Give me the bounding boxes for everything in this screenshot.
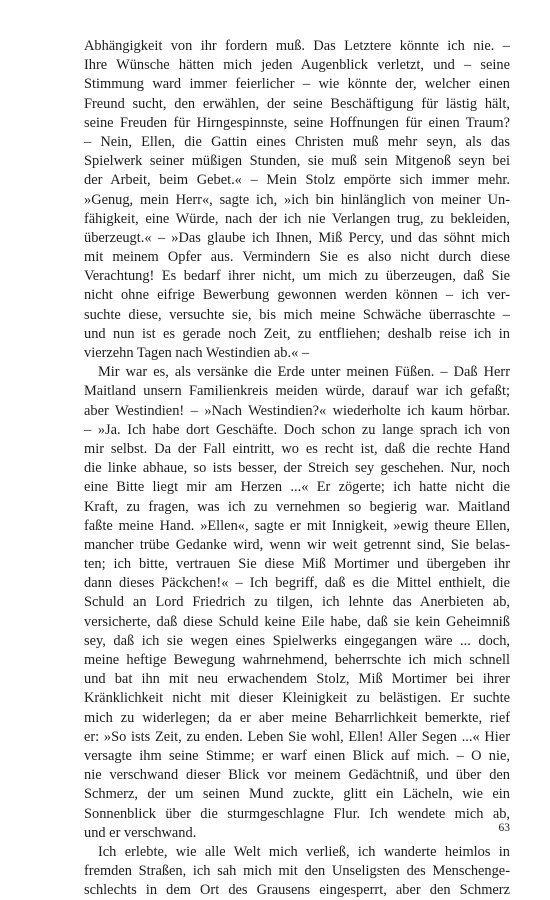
- paragraph: [84, 363, 510, 843]
- text-line: »Genug, mein Herr«, sagte ich, »ich bin hinlänglich von meiner Un-: [84, 191, 510, 208]
- text-line: der Arbeit, beim Gebet.« – Mein Stolz empörte sich immer mehr.: [84, 172, 510, 189]
- body-text: [84, 37, 510, 900]
- text-line: und nun ist es gerade noch Zeit, zu entfliehen; deshalb reise ich in: [84, 325, 510, 342]
- text-line: fähigkeit, eine Würde, nach der ich nie Verlangen trug, zu bekleiden,: [84, 210, 510, 227]
- text-line: überzeugt.« – »Das glaube ich Ihnen, Miß Percy, und das söhnt mich: [84, 229, 510, 246]
- text-line: Kraft, zu fragen, was ich zu vernehmen so begierig war. Maitland: [84, 498, 510, 515]
- text-line: aber Westindien! – »Nach Westindien?« wiederholte ich kaum hörbar.: [84, 402, 510, 419]
- text-line: meine heftige Bewegung wahrnehmend, beherrschte ich mich schnell: [84, 652, 510, 668]
- text-line: die linke abhaue, so ists besser, der Streich sey geschehen. Nur, noch: [84, 460, 510, 477]
- text-line: Ich erlebte, wie alle Welt mich verließ, ich wanderte heimlos in: [98, 843, 510, 860]
- text-line: nicht ohne eifrige Bewerbung gewonnen werden können – ich ver-: [84, 287, 510, 304]
- text-line: mir selbst. Da der Fall eintritt, wo es recht ist, daß die rechte Hand: [84, 440, 510, 457]
- text-line: Spielwerk seiner müßigen Stunden, sie muß sein Mitgenoß seyn bei: [84, 153, 510, 170]
- text-line: versicherte, daß diese Schuld keine Eile habe, daß sie kein Geheimniß: [84, 613, 510, 630]
- text-line: versagte ihm seine Stimme; er warf einen Blick auf mich. – O nie,: [84, 747, 510, 764]
- text-line: mit meinem Opfer aus. Vermindern Sie es also nicht durch diese: [84, 249, 510, 266]
- text-line: – Nein, Ellen, die Gattin eines Christen muß mehr seyn, als das: [84, 133, 510, 150]
- text-line: mich zu widerlegen; da er aber meine Beharrlichkeit bemerkte, rief: [84, 709, 510, 726]
- text-line: seine Freuden für Hirngespinnste, seine Hoffnungen für einen Traum?: [84, 114, 510, 131]
- text-line: er: »So ists Zeit, zu enden. Leben Sie wohl, Ellen! Aller Segen ...« Hier: [84, 728, 510, 745]
- text-line: Kränklichkeit nicht mit dieser Kleinigkeit zu belästigen. Er suchte: [84, 690, 510, 707]
- text-line: fremden Straßen, ich sah mich mit den Unseligsten des Menschenge-: [84, 863, 510, 880]
- text-line: schlechts in dem Ort des Grausens eingesperrt, aber den Schmerz: [84, 882, 510, 899]
- text-line: Maitland unsern Familienkreis meiden würde, darauf war ich gefaßt;: [84, 383, 510, 400]
- paragraph: [84, 843, 510, 900]
- text-line: Verachtung! Es bedarf ihrer nicht, um mich zu überzeugen, daß Sie: [84, 268, 510, 285]
- text-line: und bat ihn mit neu erwachendem Stolz, Miß Mortimer bei ihrer: [84, 671, 510, 688]
- text-line: Freund sucht, den erwählen, der seine Beschäftigung für lästig hält,: [84, 95, 510, 112]
- paragraph: [84, 37, 510, 363]
- text-line: – »Ja. Ich habe dort Geschäfte. Doch schon zu lange sprach ich von: [84, 421, 510, 438]
- text-line: Abhängigkeit von ihr fordern muß. Das Letztere könnte ich nie. –: [84, 38, 510, 54]
- page-number: 63: [498, 822, 510, 834]
- text-line: Sonnenblick über die sturmgeschlagne Flur. Ich wendete mich ab,: [84, 805, 510, 822]
- text-line: mancher trübe Gedanke wird, wenn wir weit getrennt sind, Sie belas-: [84, 536, 510, 553]
- text-line: vierzehn Tagen nach Westindien ab.« –: [84, 345, 310, 361]
- text-line: faßte meine Hand. »Ellen«, sagte er mit Innigkeit, »ewig theure Ellen,: [84, 517, 510, 534]
- text-line: nie verschwand dieser Blick vor meinem Gedächtniß, und über den: [84, 767, 510, 784]
- text-line: eine Bitte liegt mir am Herzen ...« Er zögerte; ich hatte nicht die: [84, 479, 510, 496]
- text-line: ten; ich bitte, vertrauen Sie diese Miß Mortimer und übergeben ihr: [84, 556, 510, 573]
- text-line: sey, daß ich sie wegen eines Spielwerks eingegangen wäre ... doch,: [84, 632, 510, 649]
- text-line: Stimmung ward immer feierlicher – wie könnte der, welcher einen: [84, 76, 510, 93]
- text-line: Schmerz, der um seinen Mund zuckte, glitt ein Lächeln, wie ein: [84, 786, 510, 803]
- text-line: Mir war es, als versänke die Erde unter meinen Füßen. – Daß Herr: [98, 364, 510, 381]
- text-line: Ihre Wünsche hätten mich jeden Augenblick verletzt, und – seine: [84, 57, 510, 74]
- text-line: und er verschwand.: [84, 824, 197, 841]
- text-line: suchte diese, versuchte sie, bis mich meine Schwäche überraschte –: [84, 306, 510, 323]
- text-line: Schuld an Lord Friedrich zu tilgen, ich lehnte das Anerbieten ab,: [84, 594, 510, 611]
- text-line: dann dieses Päckchen!« – Ich begriff, daß es die Mittel enthielt, die: [84, 575, 510, 592]
